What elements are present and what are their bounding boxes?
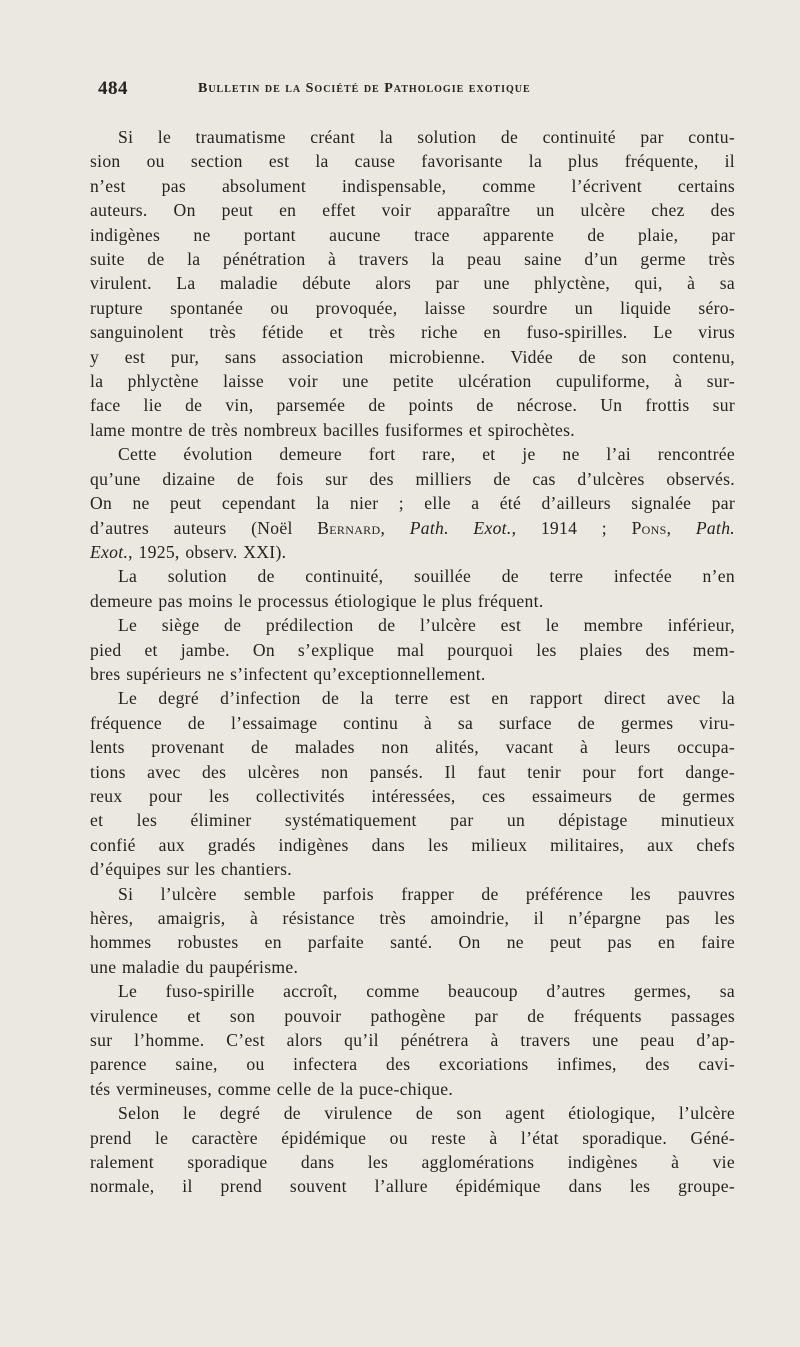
body-text <box>90 125 735 1199</box>
text-line: indigènes ne portant aucune trace apparente de plaie, par <box>90 224 735 245</box>
citation-journal: Path. <box>695 517 735 538</box>
text-line: pied et jambe. On s’explique mal pourquoi les plaies des mem- <box>90 639 735 660</box>
text-line: rupture spontanée ou provoquée, laisse sourdre un liquide séro- <box>90 297 735 318</box>
citation-text: , 1914 ; <box>511 517 632 538</box>
text-line: suite de la pénétration à travers la peau saine d’un germe très <box>90 249 735 270</box>
text-line: fréquence de l’essaimage continu à sa surface de germes viru- <box>90 712 735 733</box>
text-line: Si le traumatisme créant la solution de continuité par contu- <box>118 127 735 147</box>
text-line: tions avec des ulcères non pansés. Il faut tenir pour fort dange- <box>90 761 735 782</box>
text-line: qu’une dizaine de fois sur des milliers de cas d’ulcères observés. <box>90 468 735 489</box>
text-line: y est pur, sans association microbienne. Vidée de son contenu, <box>90 346 735 367</box>
citation-author-name: Pons <box>631 517 667 538</box>
text-line: prend le caractère épidémique ou reste à l’état sporadique. Géné- <box>90 1127 735 1148</box>
text-line: virulent. La maladie débute alors par une phlyctène, qui, à sa <box>90 273 735 294</box>
citation-author-name: Bernard <box>317 517 381 538</box>
citation-journal: Path. Exot. <box>409 517 512 538</box>
text-line: bres supérieurs ne s’infectent qu’exceptionnellement. <box>90 663 486 684</box>
text-line: sur l’homme. C’est alors qu’il pénétrera à travers une peau d’ap- <box>90 1030 735 1051</box>
running-title: Bulletin de la Société de Pathologie exotique <box>198 81 531 96</box>
text-line: Cette évolution demeure fort rare, et je ne l’ai rencontrée <box>118 444 735 465</box>
citation-line <box>90 540 735 564</box>
text-line: hères, amaigris, à résistance très amoindrie, il n’épargne pas les <box>90 908 735 928</box>
citation-text: , <box>380 517 410 538</box>
text-line: On ne peut cependant la nier ; elle a été d’ailleurs signalée par <box>90 493 735 514</box>
text-line: une maladie du paupérisme. <box>90 956 299 977</box>
text-line: Le fuso-spirille accroît, comme beaucoup d’autres germes, sa <box>118 981 735 1002</box>
text-line: parence saine, ou infectera des excoriations infimes, des cavi- <box>90 1054 735 1075</box>
text-line: lents provenant de malades non alités, vacant à leurs occupa- <box>90 737 735 758</box>
text-line: La solution de continuité, souillée de terre infectée n’en <box>118 566 735 587</box>
text-line: et les éliminer systématiquement par un dépistage minutieux <box>90 810 735 831</box>
citation-journal: Exot. <box>90 541 129 562</box>
text-line: auteurs. On peut en effet voir apparaître un ulcère chez des <box>90 200 735 221</box>
citation-text: d’autres auteurs (Noël <box>90 517 318 538</box>
text-line: lame montre de très nombreux bacilles fusiformes et spirochètes. <box>90 419 575 440</box>
text-line: Selon le degré de virulence de son agent étiologique, l’ulcère <box>118 1103 735 1124</box>
text-line: reux pour les collectivités intéressées, ces essaimeurs de germes <box>90 785 735 806</box>
text-line: face lie de vin, parsemée de points de nécrose. Un frottis sur <box>90 395 735 416</box>
text-line: tés vermineuses, comme celle de la puce-chique. <box>90 1078 454 1099</box>
text-line: hommes robustes en parfaite santé. On ne peut pas en faire <box>90 932 735 953</box>
text-line: d’équipes sur les chantiers. <box>90 859 292 880</box>
text-line: la phlyctène laisse voir une petite ulcération cupuliforme, à sur- <box>90 371 735 392</box>
citation-text: , 1925, observ. XXI). <box>128 541 287 562</box>
text-line: confié aux gradés indigènes dans les milieux militaires, aux chefs <box>90 834 735 855</box>
text-line: Si l’ulcère semble parfois frapper de préférence les pauvres <box>118 883 735 904</box>
text-line: Le siège de prédilection de l’ulcère est le membre inférieur, <box>118 615 735 636</box>
running-header <box>0 78 800 108</box>
citation-text: , <box>666 517 696 538</box>
text-line: demeure pas moins le processus étiologique le plus fréquent. <box>90 590 544 611</box>
text-line: sanguinolent très fétide et très riche en fuso-spirilles. Le virus <box>90 322 735 343</box>
text-line: normale, il prend souvent l’allure épidémique dans les groupe- <box>90 1176 735 1197</box>
text-line: ralement sporadique dans les agglomérations indigènes à vie <box>90 1152 735 1173</box>
citation-line <box>90 516 735 540</box>
text-line: Le degré d’infection de la terre est en rapport direct avec la <box>118 688 735 709</box>
text-line: virulence et son pouvoir pathogène par de fréquents passages <box>90 1005 735 1026</box>
page-number: 484 <box>98 78 128 99</box>
text-line: sion ou section est la cause favorisante la plus fréquente, il <box>90 151 735 172</box>
text-line: n’est pas absolument indispensable, comme l’écrivent certains <box>90 175 735 196</box>
